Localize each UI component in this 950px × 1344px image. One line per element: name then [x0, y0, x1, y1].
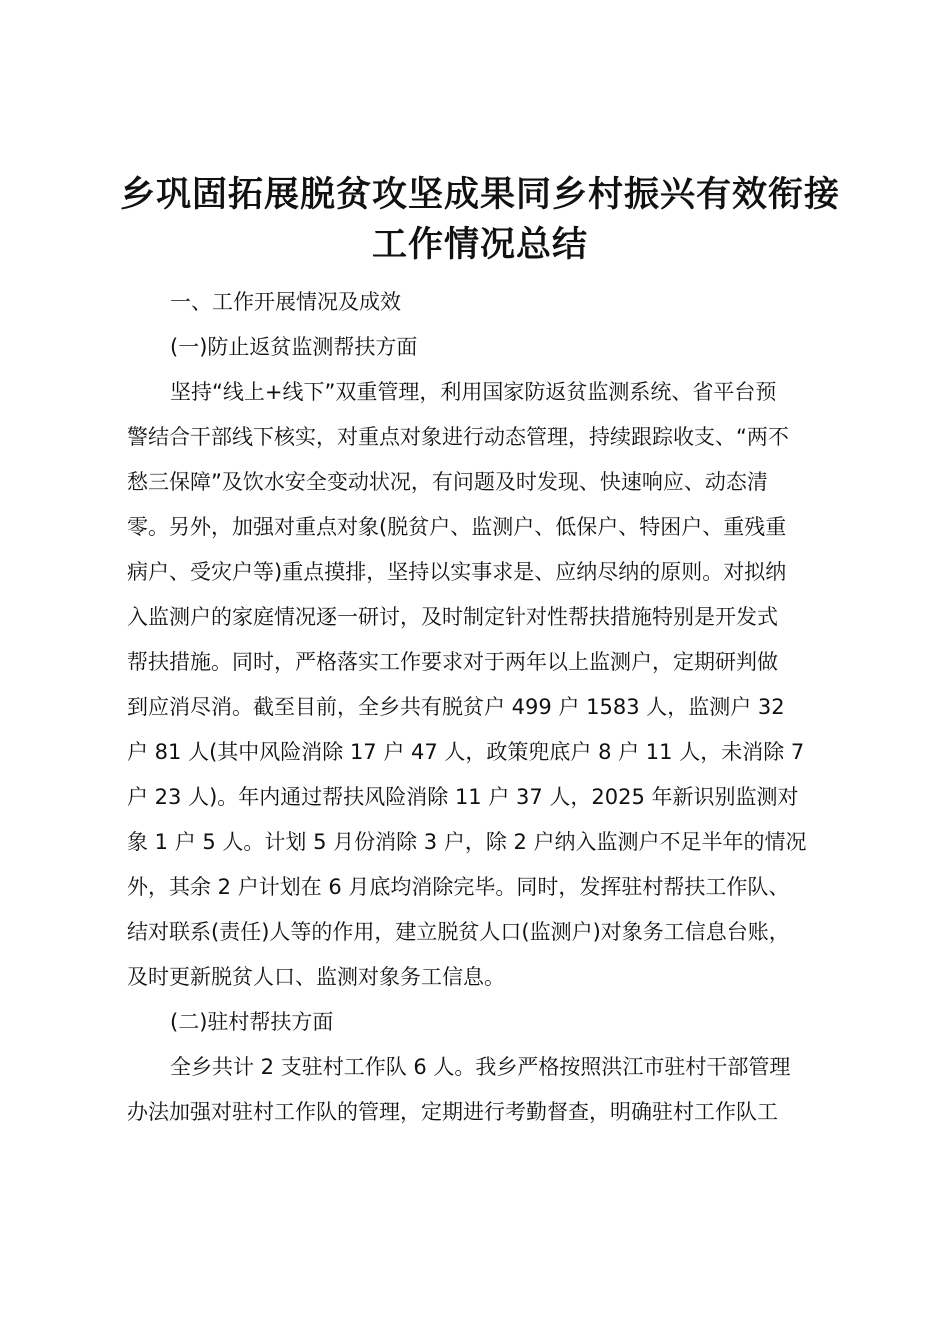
subsection-heading-1: (一)防止返贫监测帮扶方面	[170, 335, 418, 359]
paragraph-line: 户 81 人(其中风险消除 17 户 47 人，政策兜底户 8 户 11 人，未消除 7	[127, 740, 805, 764]
paragraph-line: 警结合干部线下核实，对重点对象进行动态管理，持续跟踪收支、“两不	[127, 425, 789, 449]
paragraph-line: 办法加强对驻村工作队的管理，定期进行考勤督查，明确驻村工作队工	[127, 1100, 778, 1124]
paragraph-line: 零。另外，加强对重点对象(脱贫户、监测户、低保户、特困户、重残重	[127, 515, 787, 539]
section-heading-1: 一、工作开展情况及成效	[170, 290, 401, 314]
title-line-2: 工作情况总结	[371, 225, 588, 265]
paragraph-line: 病户、受灾户等)重点摸排，坚持以实事求是、应纳尽纳的原则。对拟纳	[127, 560, 787, 584]
paragraph-line: 及时更新脱贫人口、监测对象务工信息。	[127, 965, 505, 989]
paragraph-line: 外，其余 2 户计划在 6 月底均消除完毕。同时，发挥驻村帮扶工作队、	[127, 875, 790, 899]
document-body	[127, 280, 827, 1135]
paragraph-line: 结对联系(责任)人等的作用，建立脱贫人口(监测户)对象务工信息台账，	[127, 920, 790, 944]
paragraph-line: 全乡共计 2 支驻村工作队 6 人。我乡严格按照洪江市驻村干部管理	[170, 1055, 791, 1079]
subsection-heading-2: (二)驻村帮扶方面	[170, 1010, 334, 1034]
paragraph-line: 到应消尽消。截至目前，全乡共有脱贫户 499 户 1583 人，监测户 32	[127, 695, 785, 719]
paragraph-line: 入监测户的家庭情况逐一研讨，及时制定针对性帮扶措施特别是开发式	[127, 605, 778, 629]
paragraph-line: 户 23 人)。年内通过帮扶风险消除 11 户 37 人，2025 年新识别监测对	[127, 785, 799, 809]
paragraph-line: 坚持“线上+线下”双重管理，利用国家防返贫监测系统、省平台预	[170, 380, 777, 404]
paragraph-line: 愁三保障”及饮水安全变动状况，有问题及时发现、快速响应、动态清	[127, 470, 768, 494]
paragraph-line: 帮扶措施。同时，严格落实工作要求对于两年以上监测户，定期研判做	[127, 650, 778, 674]
paragraph-line: 象 1 户 5 人。计划 5 月份消除 3 户，除 2 户纳入监测户不足半年的情况	[127, 830, 807, 854]
document-title	[100, 170, 860, 270]
title-line-1: 乡巩固拓展脱贫攻坚成果同乡村振兴有效衔接	[119, 175, 840, 215]
